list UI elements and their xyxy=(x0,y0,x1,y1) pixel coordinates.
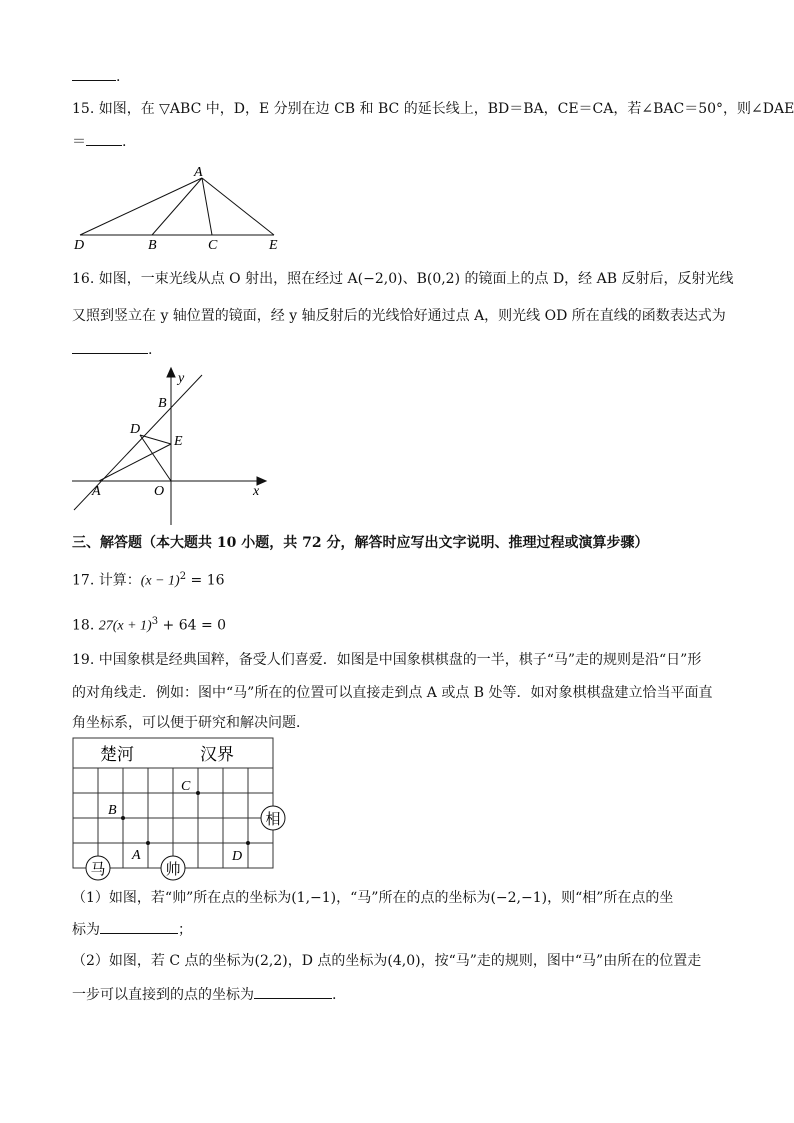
q19-sub1-line-2 xyxy=(72,919,192,940)
label-e: E xyxy=(174,434,183,449)
equals-sign: ＝ xyxy=(72,134,86,150)
label-c: C xyxy=(181,779,191,794)
label-a: A xyxy=(92,484,101,499)
chess-board-figure xyxy=(60,735,292,883)
label-b: B xyxy=(148,238,157,253)
q15-line-2 xyxy=(72,131,126,152)
q15-triangle-figure xyxy=(72,160,292,255)
answer-blank xyxy=(254,984,332,999)
point-d xyxy=(246,841,250,845)
q19-sub1-line-1: （1）如图，若“帅”所在点的坐标为(1,−1)，“马”所在的点的坐标为(−2,−1)，则“相”所在点的坐 xyxy=(72,890,674,906)
point-a xyxy=(146,841,150,845)
river-label-right: 汉界 xyxy=(200,745,234,765)
q18-line xyxy=(72,612,226,637)
y-axis-arrow xyxy=(167,368,175,377)
q19-line-2: 的对角线走．例如：图中“马”所在的位置可以直接走到点 A 或点 B 处等．如对象棋棋盘建立恰当平面直 xyxy=(72,685,713,701)
point-c xyxy=(196,791,200,795)
label-a: A xyxy=(194,165,203,180)
segment-ac xyxy=(202,178,212,235)
answer-blank xyxy=(72,339,148,354)
q18-expression: 27(x + 1) xyxy=(98,618,152,634)
previous-question-tail xyxy=(72,66,120,87)
q17-rhs: = 16 xyxy=(186,572,225,589)
label-a: A xyxy=(132,848,141,863)
answer-blank xyxy=(86,131,122,146)
piece-xiang xyxy=(261,806,285,830)
q19-sub2-line-2 xyxy=(72,984,336,1005)
label-c: C xyxy=(208,238,218,253)
q17-exponent: 2 xyxy=(179,571,187,582)
label-b: B xyxy=(158,396,167,411)
segment-ad xyxy=(80,178,202,235)
piece-ma-label: 马 xyxy=(90,860,106,878)
piece-shuai xyxy=(161,856,185,880)
label-e: E xyxy=(269,238,278,253)
q15-line-1: 15. 如图，在 ▽ABC 中，D，E 分别在边 CB 和 BC 的延长线上，BD＝BA，CE＝CA，若∠BAC＝50°，则∠DAE xyxy=(72,101,794,117)
label-x: x xyxy=(253,484,260,499)
q18-prefix: 18. xyxy=(72,617,99,634)
q17-prefix: 17. 计算： xyxy=(72,572,141,589)
q18-rhs: + 64 = 0 xyxy=(158,617,227,634)
point-b xyxy=(121,816,125,820)
piece-xiang-label: 相 xyxy=(265,810,281,828)
answer-blank xyxy=(100,919,178,934)
label-d: D xyxy=(74,238,85,253)
label-b: B xyxy=(108,803,117,818)
q19-sub2-line-1: （2）如图，若 C 点的坐标为(2,2)，D 点的坐标为(4,0)，按“马”走的规则，图中“马”由所在的位置走 xyxy=(72,953,702,969)
period: . xyxy=(116,69,121,85)
answer-blank xyxy=(72,66,116,81)
period: . xyxy=(332,987,337,1003)
sub2-prefix: 一步可以直接到的点的坐标为 xyxy=(72,987,254,1003)
q16-line-1: 16. 如图，一束光线从点 O 射出，照在经过 A(−2,0)、B(0,2) 的镜面上的点 D，经 AB 反射后，反射光线 xyxy=(72,271,734,287)
q19-line-3: 角坐标系，可以便于研究和解决问题． xyxy=(72,715,310,731)
label-d: D xyxy=(130,422,141,437)
label-y: y xyxy=(178,371,185,386)
semicolon: ； xyxy=(178,922,192,938)
segment-ae xyxy=(202,178,274,235)
ray-ea xyxy=(99,444,171,481)
sub1-prefix: 标为 xyxy=(72,922,100,938)
section-3-title: 三、解答题（本大题共 10 小题，共 72 分，解答时应写出文字说明、推理过程或演算步骤） xyxy=(72,535,649,551)
q16-line-2: 又照到竖立在 y 轴位置的镜面，经 y 轴反射后的光线恰好通过点 A，则光线 OD 所在直线的函数表达式为 xyxy=(72,308,726,324)
q17-expression: (x − 1) xyxy=(140,573,180,589)
period: . xyxy=(148,342,153,358)
piece-ma xyxy=(86,856,110,880)
label-d: D xyxy=(232,849,243,864)
piece-shuai-label: 帅 xyxy=(165,860,181,878)
q19-line-1: 19. 中国象棋是经典国粹，备受人们喜爱．如图是中国象棋棋盘的一半，棋子“马”走的规则是沿“日”形 xyxy=(72,652,702,668)
segment-ab xyxy=(152,178,202,235)
q16-line-3 xyxy=(72,339,152,360)
q16-coordinate-figure xyxy=(72,365,277,527)
q18-exponent: 3 xyxy=(151,616,159,627)
label-o: O xyxy=(154,484,165,499)
period: . xyxy=(122,134,127,150)
q17-line xyxy=(72,567,225,592)
river-label-left: 楚河 xyxy=(100,745,134,765)
